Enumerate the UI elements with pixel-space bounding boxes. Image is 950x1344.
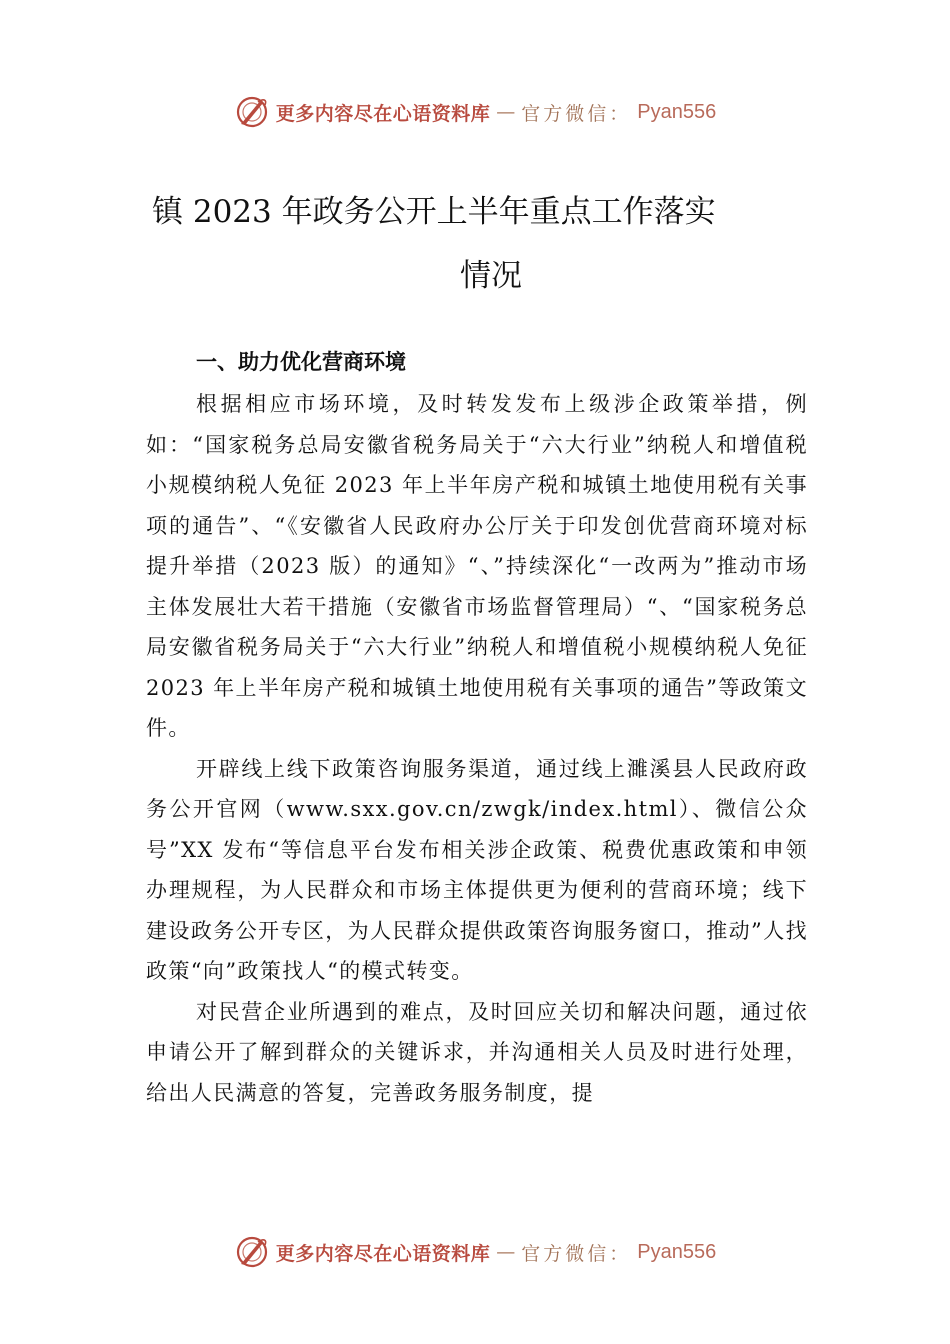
header-banner (0, 92, 950, 132)
quill-logo-icon (234, 1234, 270, 1270)
document-body (146, 340, 808, 1113)
footer-banner (0, 1232, 950, 1272)
document-title-line-1: 镇 2023 年政务公开上半年重点工作落实 (152, 194, 716, 230)
banner-site-name: 更多内容尽在心语资料库 (275, 102, 491, 125)
banner-dash: — (496, 101, 516, 123)
banner-dash: — (496, 1241, 516, 1263)
banner-wechat-label: 官方微信： (521, 1242, 632, 1265)
document-title (130, 180, 830, 308)
section-heading: 一、助力优化营商环境 (196, 350, 406, 374)
body-paragraph: 根据相应市场环境，及时转发发布上级涉企政策举措，例如：“国家税务总局安徽省税务局关于“六大行业”纳税人和增值税小规模纳税人免征 2023 年上半年房产税和城镇土地使用税有关事项的通告”、“《安徽省人民政府办公厅关于印发创优营商环境对标提升举措（2023 版）的通知》“、”持续深化“一改两为”推动市场主体发展壮大若干措施（安徽省市场监督管理局）“、“国家税务总局安徽省税务局关于“六大行业”纳税人和增值税小规模纳税人免征 2023 年上半年房产税和城镇土地使用税有关事项的通告”等政策文件。 (146, 392, 808, 740)
banner-wechat-label: 官方微信： (521, 102, 632, 125)
banner-site-name: 更多内容尽在心语资料库 (275, 1242, 491, 1265)
body-paragraph: 开辟线上线下政策咨询服务渠道，通过线上濉溪县人民政府政务公开官网（www.sxx.gov.cn/zwgk/index.html）、微信公众号”XX 发布“等信息平台发布相关涉企政策、税费优惠政策和申领办理规程，为人民群众和市场主体提供更为便利的营商环境；线下建设政务公开专区，为人民群众提供政策咨询服务窗口，推动”人找政策“向”政策找人“的模式转变。 (146, 756, 808, 983)
banner-wechat-id: Pyan556 (637, 1240, 717, 1263)
document-title-line-2: 情况 (460, 258, 522, 294)
body-paragraph: 对民营企业所遇到的难点，及时回应关切和解决问题，通过依申请公开了解到群众的关键诉求，并沟通相关人员及时进行处理，给出人民满意的答复，完善政务服务制度，提 (146, 999, 808, 1105)
banner-wechat-id: Pyan556 (637, 100, 717, 123)
quill-logo-icon (234, 94, 270, 130)
